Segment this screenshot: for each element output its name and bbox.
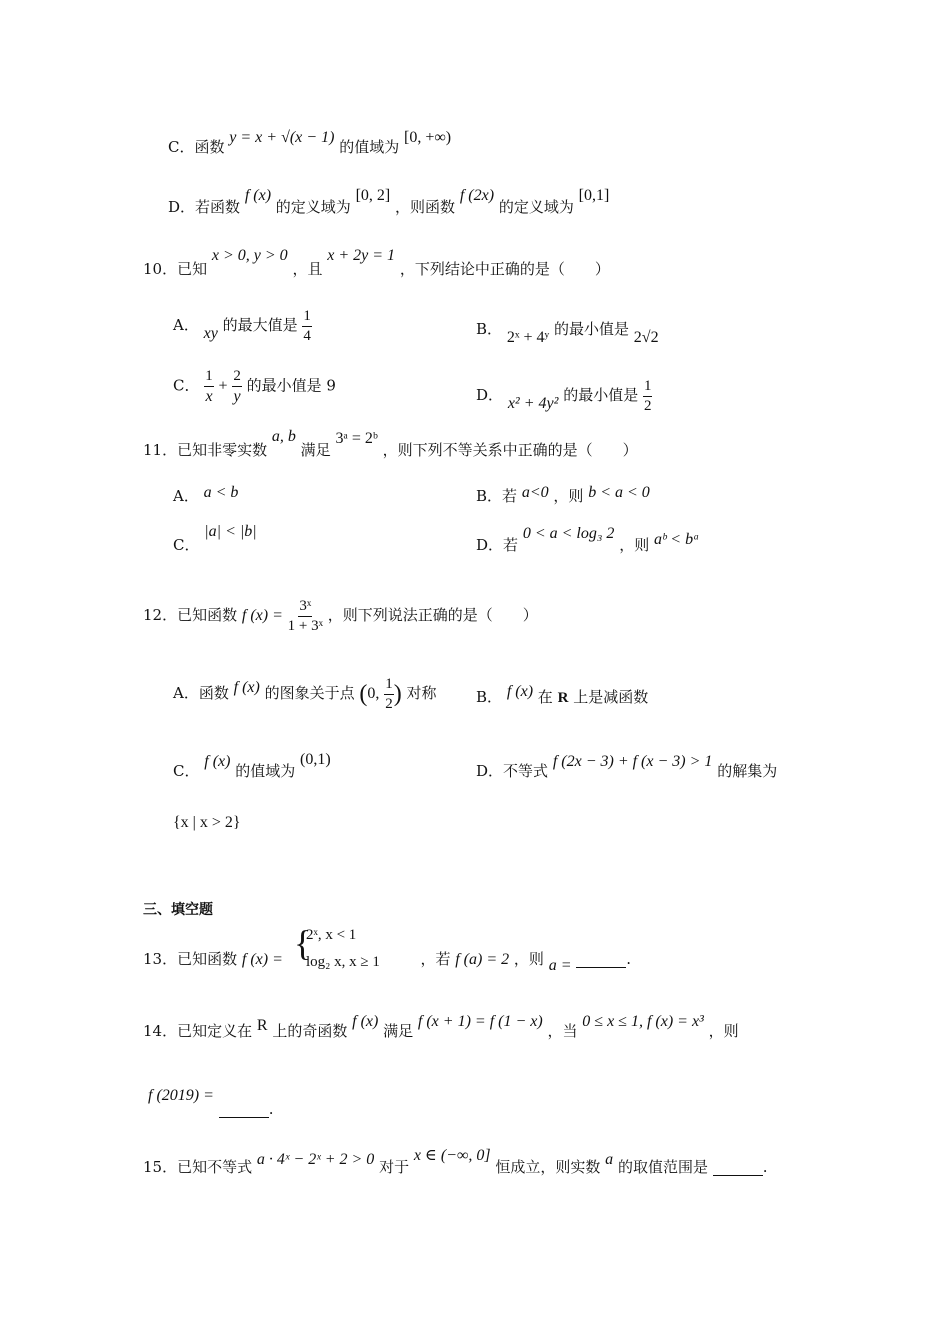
q12-option-b: B． f (x) 在 R 上是减函数 [476,683,649,706]
q15-stem: 15．已知不等式 a · 4ˣ − 2ˣ + 2 > 0 对于 x ∈ (−∞, 0] 恒成立，则实数 a 的取值范围是 . [143,1147,768,1176]
q13-case-2: log₂ x, x ≥ 1 [306,954,380,970]
q13-answer-blank[interactable] [576,966,626,968]
q10-option-c: C． $\frac{1}{x}$ + $\frac{2}{y}$ 的最小值是 9 [173,368,336,405]
q11-option-a: A． a < b [173,484,239,505]
q9-c-range: [0, +∞) [403,129,452,146]
q10-a-fraction: $\frac{1}{4}$ [303,308,311,344]
q13-case-1: 2ˣ, x < 1 [306,927,357,943]
q12-stem: 12．已知函数 f (x) = $\frac{\text{3ˣ}}{\text{1 + 3ˣ}}$ ，则下列说法正确的是（ ） [143,598,538,634]
q12-option-c: C． f (x) 的值域为 (0,1) [173,751,331,780]
section-heading: 三、填空题 [143,902,213,918]
q10-option-a: A． xy 的最大值是 $\frac{1}{4}$ [173,308,311,344]
q12-option-d: D．不等式 f (2x − 3) + f (x − 3) > 1 的解集为 [476,753,778,780]
q9-option-d: D．若函数 f (x) 的定义域为 [0, 2] ，则函数 f (2x) 的定义域为 [0,1] [168,187,610,216]
q10-option-b: B． 2ˣ + 4ʸ 的最小值是 2√2 [476,320,659,346]
q14-stem: 14．已知定义在 R 上的奇函数 f (x) 满足 f (x + 1) = f (1 − x) ，当 0 ≤ x ≤ 1, f (x) = x³ ，则 [143,1013,739,1040]
q11-option-b: B．若 a<0 ，则 b < a < 0 [476,484,650,505]
q13-stem: 13．已知函数 f (x) = ，若 f (a) = 2 ，则 a = . [143,950,632,974]
q14-answer-blank[interactable] [219,1116,269,1118]
q12-fraction: $\frac{\text{3ˣ}}{\text{1 + 3ˣ}}$ [287,598,323,634]
q11-option-d: D．若 0 < a < log₃ 2 ，则 aᵇ < bᵃ [476,525,700,554]
q15-answer-blank[interactable] [713,1174,763,1176]
q13-brace: { [294,923,312,963]
q12-d-solution-set: {x | x > 2} [173,814,241,831]
q11-option-c: C． |a| < |b| [173,523,257,554]
q12-option-a: A．函数 f (x) 的图象关于点 (0, $\frac{1}{2}$ ) 对称 [173,676,437,712]
q9-option-c: C．函数 y = x + √(x − 1) 的值域为 [0, +∞) [168,129,452,156]
q11-stem: 11．已知非零实数 a, b 满足 3ᵃ = 2ᵇ ，则下列不等关系中正确的是（ ） [143,428,638,459]
q10-stem: 10．已知 x > 0, y > 0 ，且 x + 2y = 1 ，下列结论中正确的是（ ） [143,247,610,278]
q10-option-d: D． x² + 4y² 的最小值是 $\frac{1}{2}$ [476,378,652,414]
q9-c-formula: y = x + √(x − 1) [229,129,335,146]
q14-question: f (2019) = . [148,1087,274,1118]
